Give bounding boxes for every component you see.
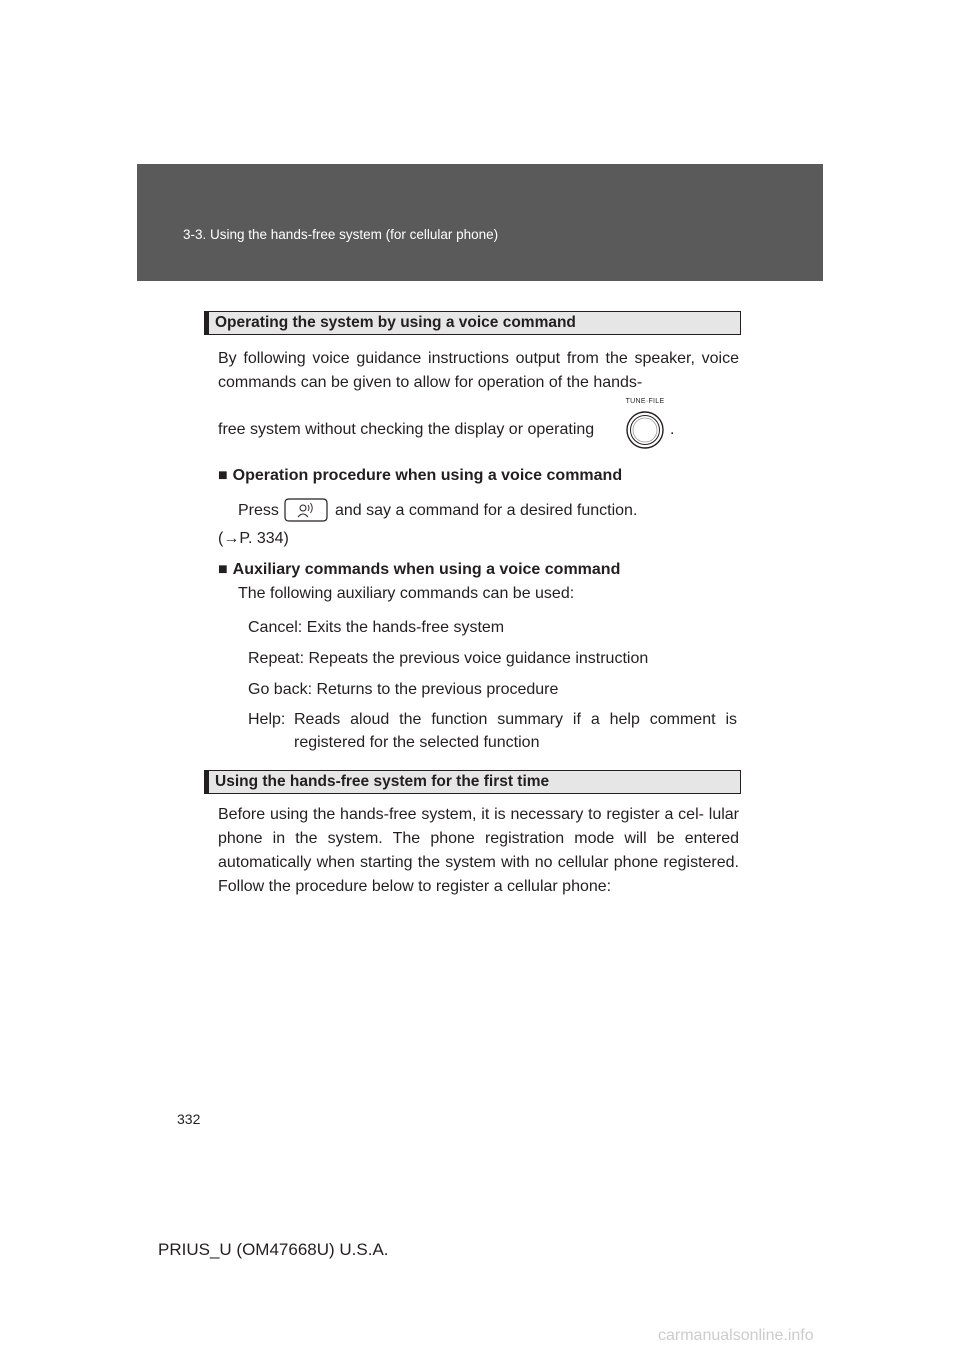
first-time-paragraph: Before using the hands-free system, it is necessary to register a cel- lular phone in the system. The phone registration mode will be entered automatically when starting the system with no cellular phone registered. Follow the procedure below to register a cellular phone:: [218, 806, 739, 895]
page-reference-link[interactable]: (→P. 334): [218, 530, 289, 547]
command-repeat: Repeat: Repeats the previous voice guidance instruction: [248, 650, 649, 667]
bullet-square-icon: ■: [218, 561, 228, 578]
press-text-before: Press: [238, 502, 279, 519]
tune-file-knob-icon: [623, 398, 667, 454]
bullet-square-icon: ■: [218, 467, 228, 484]
section-title: Operating the system by using a voice command: [215, 314, 576, 331]
auxiliary-heading-text: Auxiliary commands when using a voice command: [232, 561, 621, 578]
knob-graphic: [626, 411, 664, 449]
footer-code: PRIUS_U (OM47668U) U.S.A.: [158, 1240, 389, 1259]
talk-switch-icon: [283, 497, 329, 523]
talk-switch-graphic: [283, 497, 329, 523]
procedure-heading: [218, 467, 622, 485]
knob-label: TUNE·FILE: [625, 398, 665, 405]
section-title-bar-2: [204, 770, 741, 794]
command-help-label: Help:: [248, 711, 286, 728]
command-help-line2: registered for the selected function: [294, 734, 540, 751]
press-text-after: and say a command for a desired function.: [335, 502, 638, 519]
command-go-back: Go back: Returns to the previous procedure: [248, 681, 559, 698]
intro-period: .: [670, 421, 675, 438]
page-number: 332: [177, 1111, 201, 1127]
section-title-bar: [204, 311, 741, 335]
auxiliary-intro: The following auxiliary commands can be used:: [238, 585, 575, 602]
intro-text-before-knob: free system without checking the display or operating: [218, 421, 595, 438]
section-title-2: Using the hands-free system for the first time: [215, 773, 550, 790]
header-band: [137, 164, 823, 281]
intro-paragraph: By following voice guidance instructions output from the speaker, voice commands can be given to allow for operation of the hands-: [218, 350, 739, 391]
command-cancel: Cancel: Exits the hands-free system: [248, 619, 505, 636]
procedure-heading-text: Operation procedure when using a voice command: [232, 467, 623, 484]
breadcrumb: 3-3. Using the hands-free system (for cellular phone): [183, 227, 499, 242]
intro-paragraph-end: [218, 421, 594, 439]
command-help-line1: Reads aloud the function summary if a help comment is: [294, 711, 737, 728]
watermark: carmanualsonline.info: [658, 1327, 814, 1344]
auxiliary-heading: [218, 561, 620, 579]
